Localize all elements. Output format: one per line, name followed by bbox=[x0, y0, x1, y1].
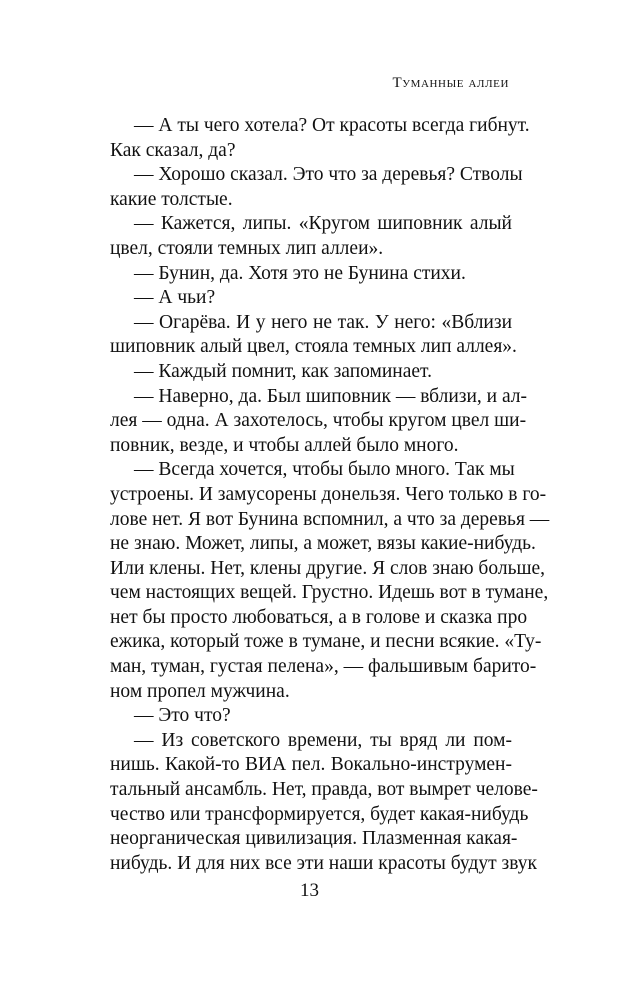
body-text bbox=[110, 114, 550, 876]
text-line: чем настоящих вещей. Грустно. Идешь вот в тумане, bbox=[110, 582, 549, 604]
text-line: Как сказал, да? bbox=[110, 139, 236, 161]
text-line: — Хорошо сказал. Это что за деревья? Стволы bbox=[134, 164, 523, 186]
text-line: — Кажется, липы. «Кругом шиповник алый bbox=[134, 213, 512, 235]
text-line: нибудь. И для них все эти наши красоты будут звук bbox=[110, 852, 537, 874]
text-line: чество или трансформируется, будет какая-нибудь bbox=[110, 803, 529, 825]
text-line: ман, туман, густая пелена», — фальшивым барито- bbox=[110, 656, 537, 678]
page-number: 13 bbox=[300, 880, 319, 901]
text-line: — Это что? bbox=[134, 705, 231, 727]
text-line: ном пропел мужчина. bbox=[110, 680, 290, 702]
text-line: какие толстые. bbox=[110, 188, 233, 210]
text-line: — Огарёва. И у него не так. У него: «Вблизи bbox=[134, 311, 512, 333]
text-line: — Всегда хочется, чтобы было много. Так мы bbox=[134, 459, 515, 481]
text-line: — Из советского времени, ты вряд ли пом- bbox=[134, 729, 512, 751]
text-line: нет бы просто любоваться, а в голове и сказка про bbox=[110, 606, 528, 628]
text-line: — А ты чего хотела? От красоты всегда гибнут. bbox=[134, 115, 530, 136]
text-line: лове нет. Я вот Бунина вспомнил, а что за деревья — bbox=[110, 508, 550, 530]
text-line: ежика, который тоже в тумане, и песни всякие. «Ту- bbox=[110, 631, 542, 653]
text-line: лея — одна. А захотелось, чтобы кругом цвел ши- bbox=[110, 410, 527, 432]
text-line: нишь. Какой-то ВИА пел. Вокально-инструмен- bbox=[110, 754, 512, 776]
text-line: цвел, стояли темных лип аллеи». bbox=[110, 237, 384, 259]
text-line: — Наверно, да. Был шиповник — вблизи, и ал- bbox=[134, 385, 528, 407]
text-line: устроены. И замусорены донельзя. Чего только в го- bbox=[110, 483, 547, 505]
text-line: — Каждый помнит, как запоминает. bbox=[134, 360, 432, 382]
text-line: — А чьи? bbox=[134, 287, 216, 309]
text-line: шиповник алый цвел, стояла темных лип аллея». bbox=[110, 336, 517, 358]
text-line: — Бунин, да. Хотя это не Бунина стихи. bbox=[134, 262, 466, 284]
text-line: повник, везде, и чтобы аллей было много. bbox=[110, 434, 459, 456]
text-line: не знаю. Может, липы, а может, вязы какие-нибудь. bbox=[110, 533, 536, 555]
text-line: Или клены. Нет, клены другие. Я слов знаю больше, bbox=[110, 557, 546, 579]
text-line: неорганическая цивилизация. Плазменная какая- bbox=[110, 828, 518, 850]
running-header: Туманные аллеи bbox=[392, 75, 509, 91]
text-line: тальный ансамбль. Нет, правда, вот вымрет челове- bbox=[110, 779, 538, 801]
